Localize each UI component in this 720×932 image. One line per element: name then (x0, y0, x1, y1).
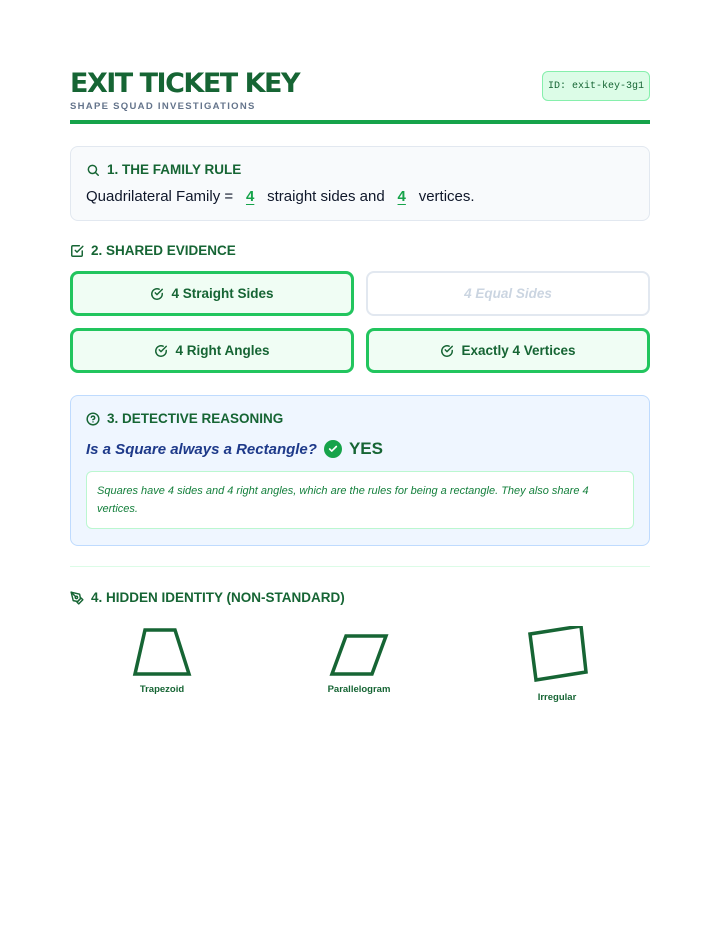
shape-label: Irregular (537, 692, 577, 703)
evidence-label: 4 Straight Sides (171, 286, 274, 301)
irregular-quad-shape (497, 626, 617, 684)
shape-card (497, 626, 617, 703)
check-circle-icon (440, 344, 454, 358)
evidence-option[interactable] (366, 328, 650, 373)
pen-tool-icon (70, 591, 84, 605)
answer-yes: YES (348, 439, 383, 458)
shape-card (299, 626, 419, 695)
parallelogram-shape (299, 626, 419, 676)
trapezoid-shape (102, 626, 222, 676)
evidence-label: 4 Equal Sides (464, 286, 552, 301)
evidence-option[interactable] (366, 271, 650, 316)
sides-answer: 4 (245, 188, 255, 205)
shape-label: Trapezoid (139, 684, 185, 695)
rule-prefix: Quadrilateral Family = (86, 188, 234, 205)
check-circle-icon (154, 344, 168, 358)
shared-evidence-heading (70, 243, 236, 258)
vertices-answer: 4 (397, 188, 406, 205)
shape-label: Parallelogram (327, 684, 391, 695)
help-circle-icon (86, 412, 100, 426)
family-rule-title: 1. THE FAMILY RULE (107, 162, 242, 177)
family-rule-heading (86, 162, 634, 177)
hidden-identity-title: 4. HIDDEN IDENTITY (NON-STANDARD) (91, 590, 345, 605)
explanation-box: Squares have 4 sides and 4 right angles, which are the rules for being a rectangle. They also share 4 vertices. (86, 471, 634, 529)
search-icon (86, 163, 100, 177)
page-subtitle: SHAPE SQUAD INVESTIGATIONS (70, 101, 256, 112)
check-icon (324, 440, 342, 458)
shape-card (102, 626, 222, 695)
checkbox-icon (70, 244, 84, 258)
check-circle-icon (150, 287, 164, 301)
page-title: EXIT TICKET KEY (70, 68, 300, 99)
detective-reasoning-title: 3. DETECTIVE REASONING (107, 411, 284, 426)
family-rule-card (70, 146, 650, 221)
evidence-label: 4 Right Angles (175, 343, 270, 358)
family-rule-sentence (86, 188, 634, 205)
page-header (70, 68, 650, 124)
reasoning-question: Is a Square always a Rectangle? (86, 440, 317, 458)
detective-reasoning-heading (86, 411, 634, 426)
question-row (86, 439, 634, 459)
evidence-option[interactable] (70, 271, 354, 316)
id-badge: ID: exit-key-3g1 (542, 71, 650, 101)
rule-suffix: vertices. (418, 188, 475, 205)
shared-evidence-title: 2. SHARED EVIDENCE (91, 243, 236, 258)
hidden-identity-heading (70, 590, 345, 605)
section-divider (70, 566, 650, 567)
rule-middle: straight sides and (267, 188, 385, 205)
detective-reasoning-card (70, 395, 650, 546)
evidence-label: Exactly 4 Vertices (461, 343, 576, 358)
evidence-option[interactable] (70, 328, 354, 373)
